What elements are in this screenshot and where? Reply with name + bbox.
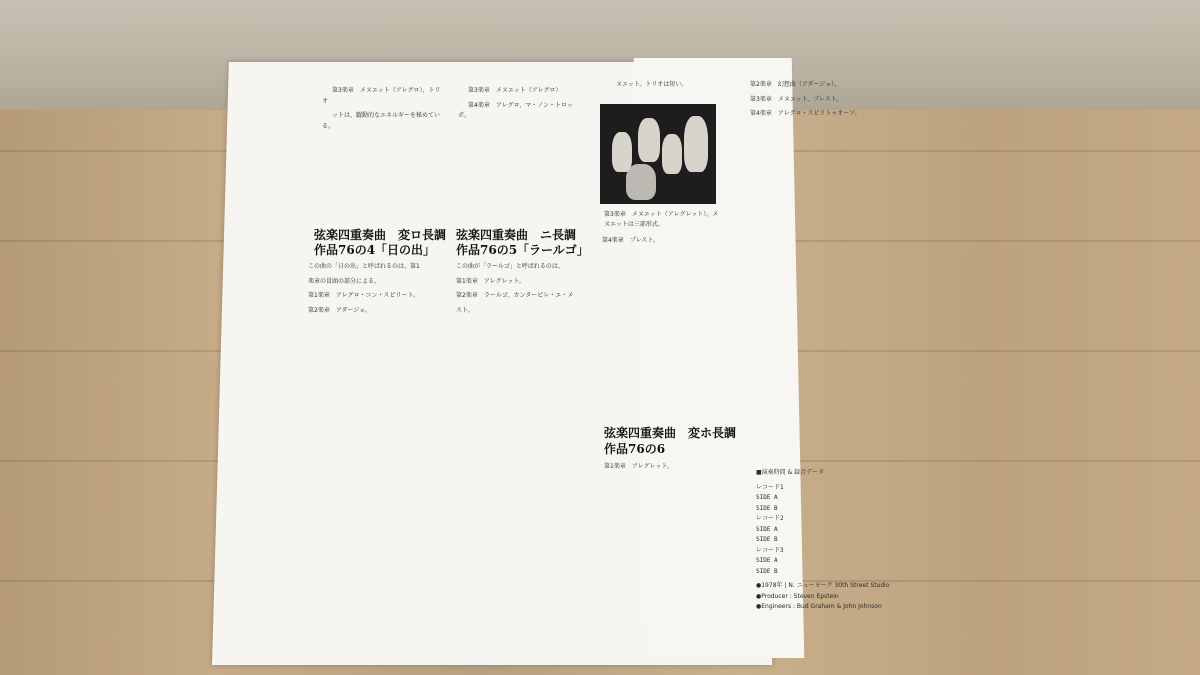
text-line: ットは、躍動的なエネルギーを秘めている。 bbox=[322, 112, 441, 130]
section-subheading: 作品76の4「日の出」 bbox=[314, 243, 436, 257]
text-line: 第4楽章 プレスト。 bbox=[602, 237, 659, 244]
section-subheading: 作品76の6 bbox=[604, 442, 666, 456]
record-line: SIDE B bbox=[756, 504, 778, 512]
column-2-body bbox=[446, 262, 586, 320]
record-line: レコード2 bbox=[756, 515, 784, 522]
text-line: 第3楽章 メヌエット（アレグロ）、トリオ bbox=[322, 87, 441, 105]
section-heading: 弦楽四重奏曲 変ホ長調 bbox=[604, 426, 737, 440]
text-line: この曲の「日の出」と呼ばれるのは、第1 bbox=[308, 263, 420, 270]
column-3-body bbox=[592, 236, 724, 251]
credit-line: ●1978年 | N. ニューヨーク 30th Street Studio bbox=[756, 582, 890, 589]
text-line: 第1楽章 アレグロ・コン・スピリート。 bbox=[308, 292, 419, 299]
record-line: SIDE A bbox=[756, 494, 778, 501]
section-heading: 弦楽四重奏曲 ニ長調 bbox=[456, 228, 577, 242]
text-line: 第3楽章 メヌエット（アレグロ） bbox=[468, 87, 562, 94]
column-4-body bbox=[740, 80, 880, 124]
record-line: SIDE B bbox=[756, 567, 778, 575]
record-line: SIDE A bbox=[756, 525, 778, 533]
text-line: 第1楽章 アレグレット。 bbox=[604, 463, 673, 470]
section-heading: 弦楽四重奏曲 変ロ長調 bbox=[314, 228, 447, 242]
text-line: 第2楽章 幻想曲（アダージョ）。 bbox=[750, 81, 841, 88]
data-title: ■演奏時間 & 録音データ bbox=[756, 469, 825, 476]
column-3-top bbox=[606, 80, 718, 95]
column-1-top bbox=[322, 86, 442, 136]
record-line: レコード1 bbox=[756, 483, 784, 491]
text-line: スト。 bbox=[456, 306, 474, 314]
section-subheading: 作品76の5「ラールゴ」 bbox=[456, 243, 589, 257]
text-line: 第2楽章 ラールゴ、カンタービレ・エ・メ bbox=[456, 292, 574, 299]
credit-line: ●Engineers : Bud Graham & John Johnson bbox=[756, 603, 882, 610]
text-line: ヌエット。トリオは短い。 bbox=[616, 81, 688, 88]
recording-data bbox=[756, 468, 906, 613]
credit-line: ●Producer : Steven Epstein bbox=[756, 592, 839, 600]
text-line: 第4楽章 アレグロ・スピリトゥオーソ。 bbox=[750, 110, 861, 117]
text-line: 第2楽章 アダージョ。 bbox=[308, 306, 372, 314]
record-line: レコード3 bbox=[756, 546, 784, 554]
text-line: 第4楽章 アレグロ、マ・ノン・トロッポ。 bbox=[458, 101, 573, 119]
record-line: SIDE B bbox=[756, 536, 778, 543]
text-line: この曲が「ラールゴ」と呼ばれるのは、 bbox=[456, 263, 564, 270]
record-line: SIDE A bbox=[756, 557, 778, 564]
photo-caption: 第3楽章 メヌエット（アレグレット）。メヌエットは三部形式。 bbox=[604, 211, 719, 228]
text-line: 楽章の冒頭の部分による。 bbox=[308, 277, 381, 285]
column-2-top bbox=[458, 86, 584, 126]
quartet-photo bbox=[600, 104, 716, 204]
text-line: 第3楽章 メヌエット、プレスト。 bbox=[750, 95, 843, 103]
column-1-body bbox=[298, 262, 440, 320]
text-line: 第1楽章 アレグレット。 bbox=[456, 277, 525, 285]
column-3-body-2 bbox=[594, 462, 734, 477]
